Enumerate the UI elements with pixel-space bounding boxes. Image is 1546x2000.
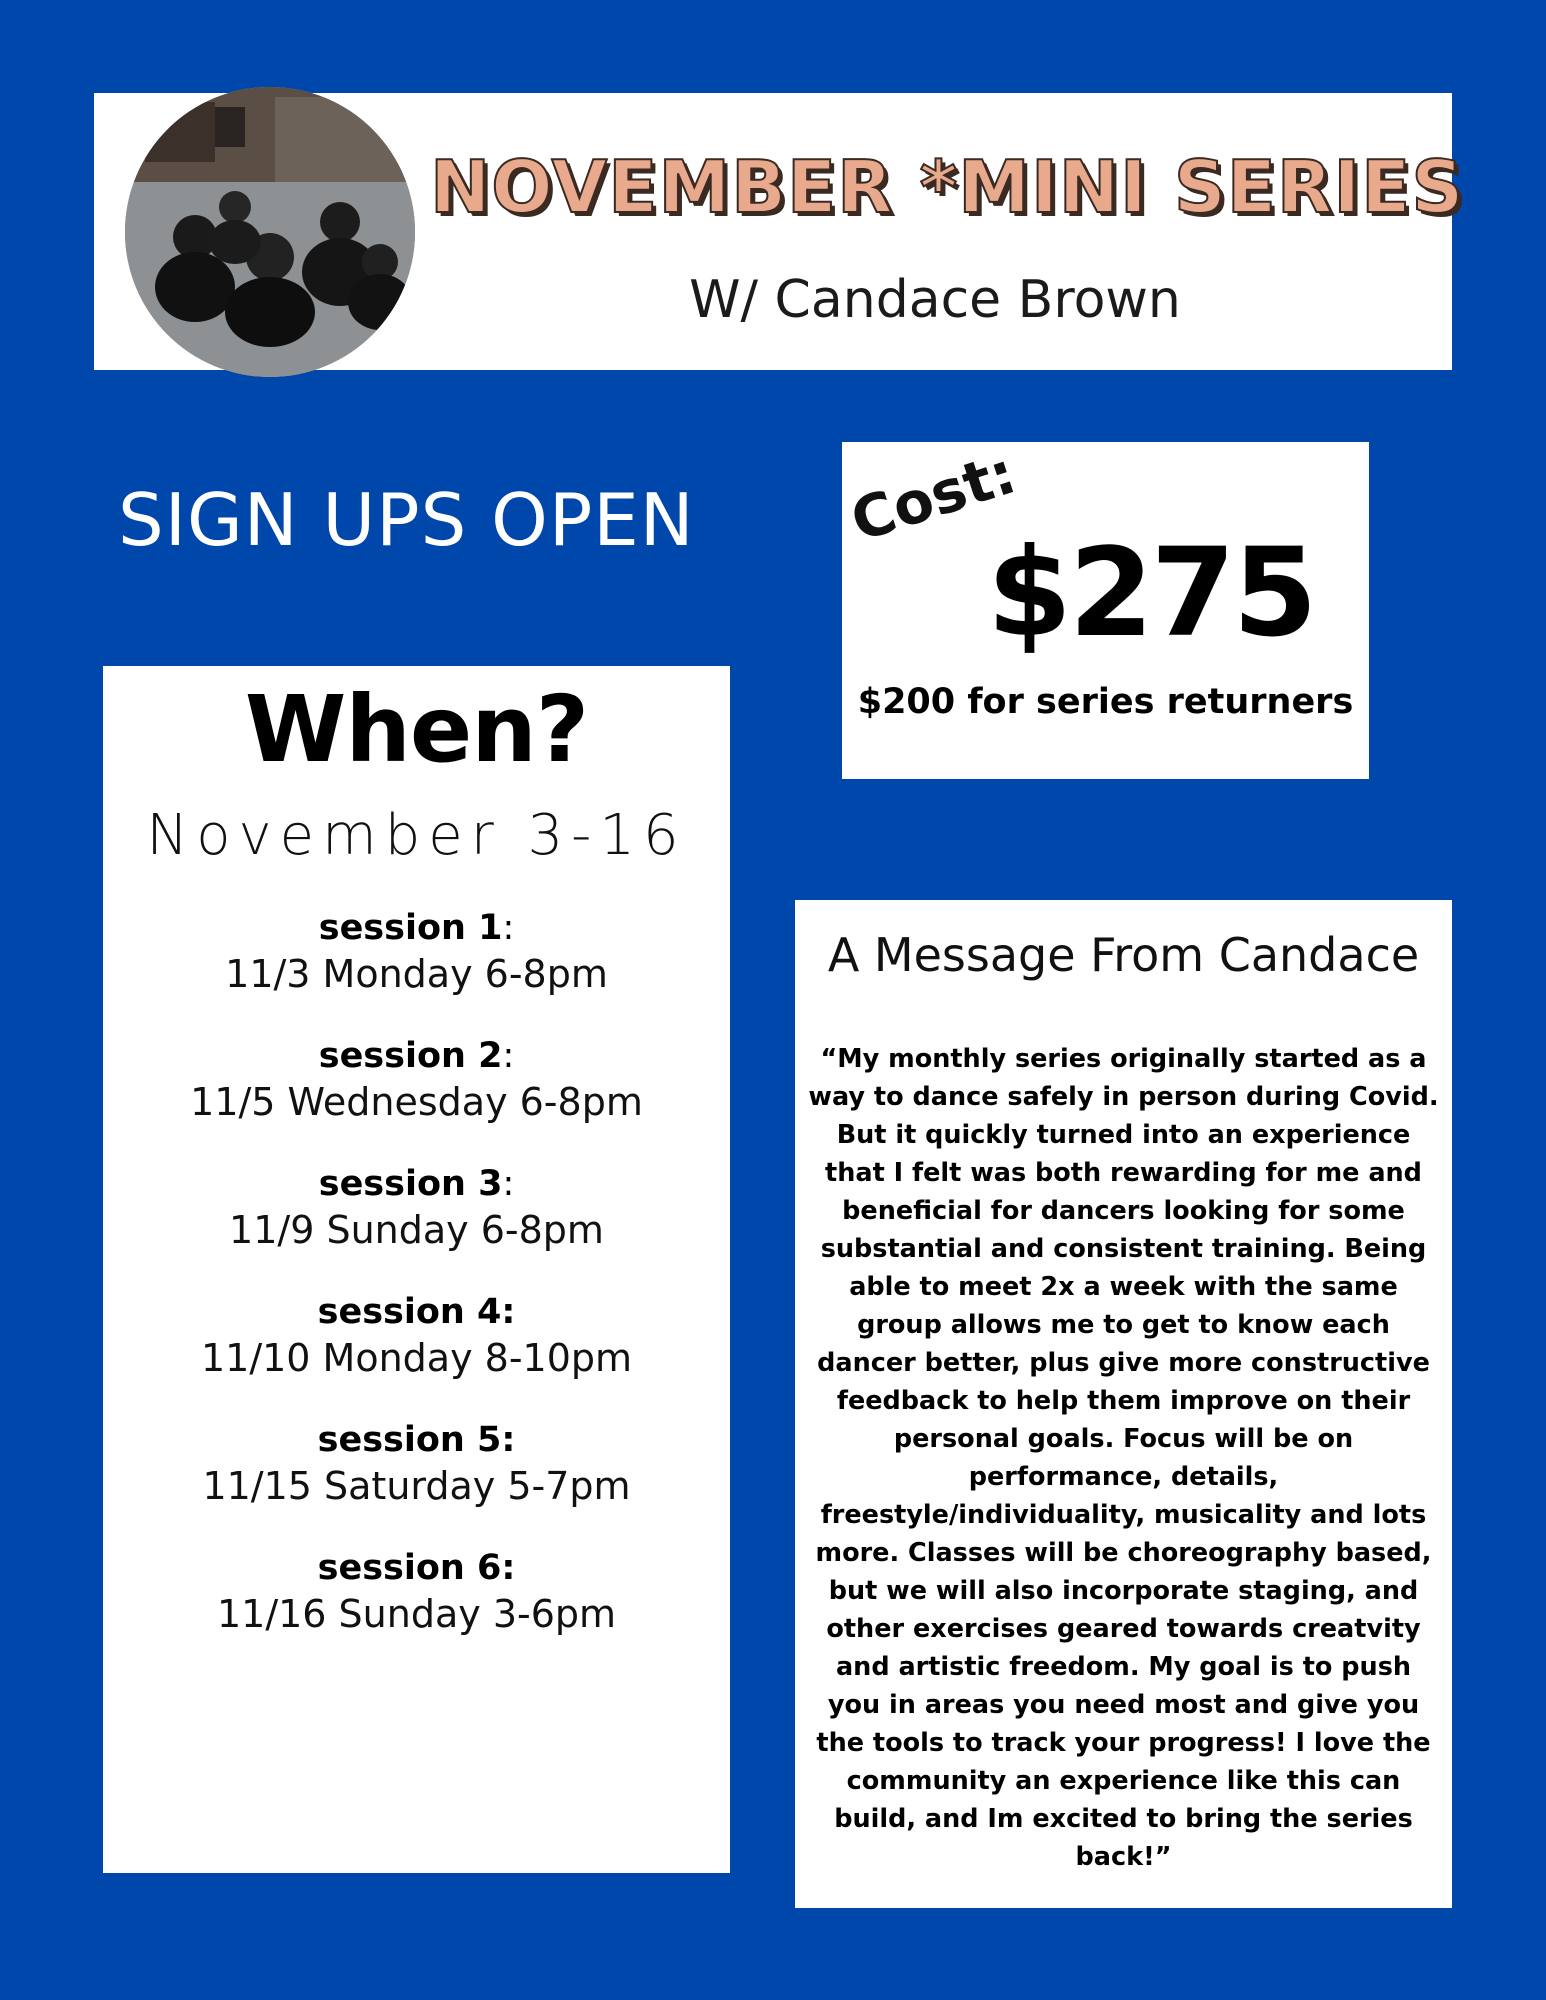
group-photo-image xyxy=(125,87,415,377)
session-label: session 5: xyxy=(317,1420,516,1460)
date-range: November 3-16 xyxy=(146,803,687,868)
group-photo xyxy=(125,87,415,377)
session-colon: : xyxy=(502,908,515,948)
cost-price: $275 xyxy=(987,522,1315,664)
session-label: session 3 xyxy=(318,1164,503,1204)
message-heading: A Message From Candace xyxy=(827,928,1420,982)
session-colon: : xyxy=(502,1164,515,1204)
message-box xyxy=(795,900,1452,1908)
cost-label: Cost: xyxy=(842,438,1024,555)
when-heading: When? xyxy=(244,676,589,783)
series-title: NOVEMBER *MINI SERIES xyxy=(430,145,1465,229)
signups-heading: SIGN UPS OPEN xyxy=(118,478,695,562)
session-time: 11/15 Saturday 5-7pm xyxy=(202,1464,631,1508)
cost-box xyxy=(842,438,1369,779)
session-item xyxy=(103,1036,730,1124)
session-item xyxy=(103,1548,730,1636)
session-item xyxy=(103,908,730,996)
message-body: “My monthly series originally started as a way to dance safely in person during Covid. But it quickly turned into an experience that I felt was both rewarding for me and beneficial for dancers looking for some substantial and consistent training. Being able to meet 2x a week with the same group allows me to get to know each dancer better, plus give more constructive feedback to help them improve on their personal goals. Focus will be on performance, details, freestyle/individuality, musicality and lots more. Classes will be choreography based, but we will also incorporate staging, and other exercises geared towards creatvity and artistic freedom. My goal is to push you in areas you need most and give you the tools to track your progress! I love the community an experience like this can build, and Im excited to bring the series back!” xyxy=(808,1044,1439,1872)
session-label: session 2 xyxy=(318,1036,503,1076)
session-label: session 1 xyxy=(318,908,503,948)
instructor-subtitle: W/ Candace Brown xyxy=(689,270,1181,330)
session-item xyxy=(103,1292,730,1380)
session-time: 11/5 Wednesday 6-8pm xyxy=(190,1080,643,1124)
session-time: 11/3 Monday 6-8pm xyxy=(225,952,608,996)
session-time: 11/16 Sunday 3-6pm xyxy=(216,1592,617,1636)
returner-price: $200 for series returners xyxy=(857,682,1354,722)
session-time: 11/9 Sunday 6-8pm xyxy=(229,1208,604,1252)
session-label: session 6: xyxy=(317,1548,516,1588)
session-time: 11/10 Monday 8-10pm xyxy=(200,1336,633,1380)
session-label: session 4: xyxy=(317,1292,516,1332)
schedule-box xyxy=(103,666,730,1873)
session-colon: : xyxy=(502,1036,515,1076)
session-item xyxy=(103,1420,730,1508)
session-item xyxy=(103,1164,730,1252)
